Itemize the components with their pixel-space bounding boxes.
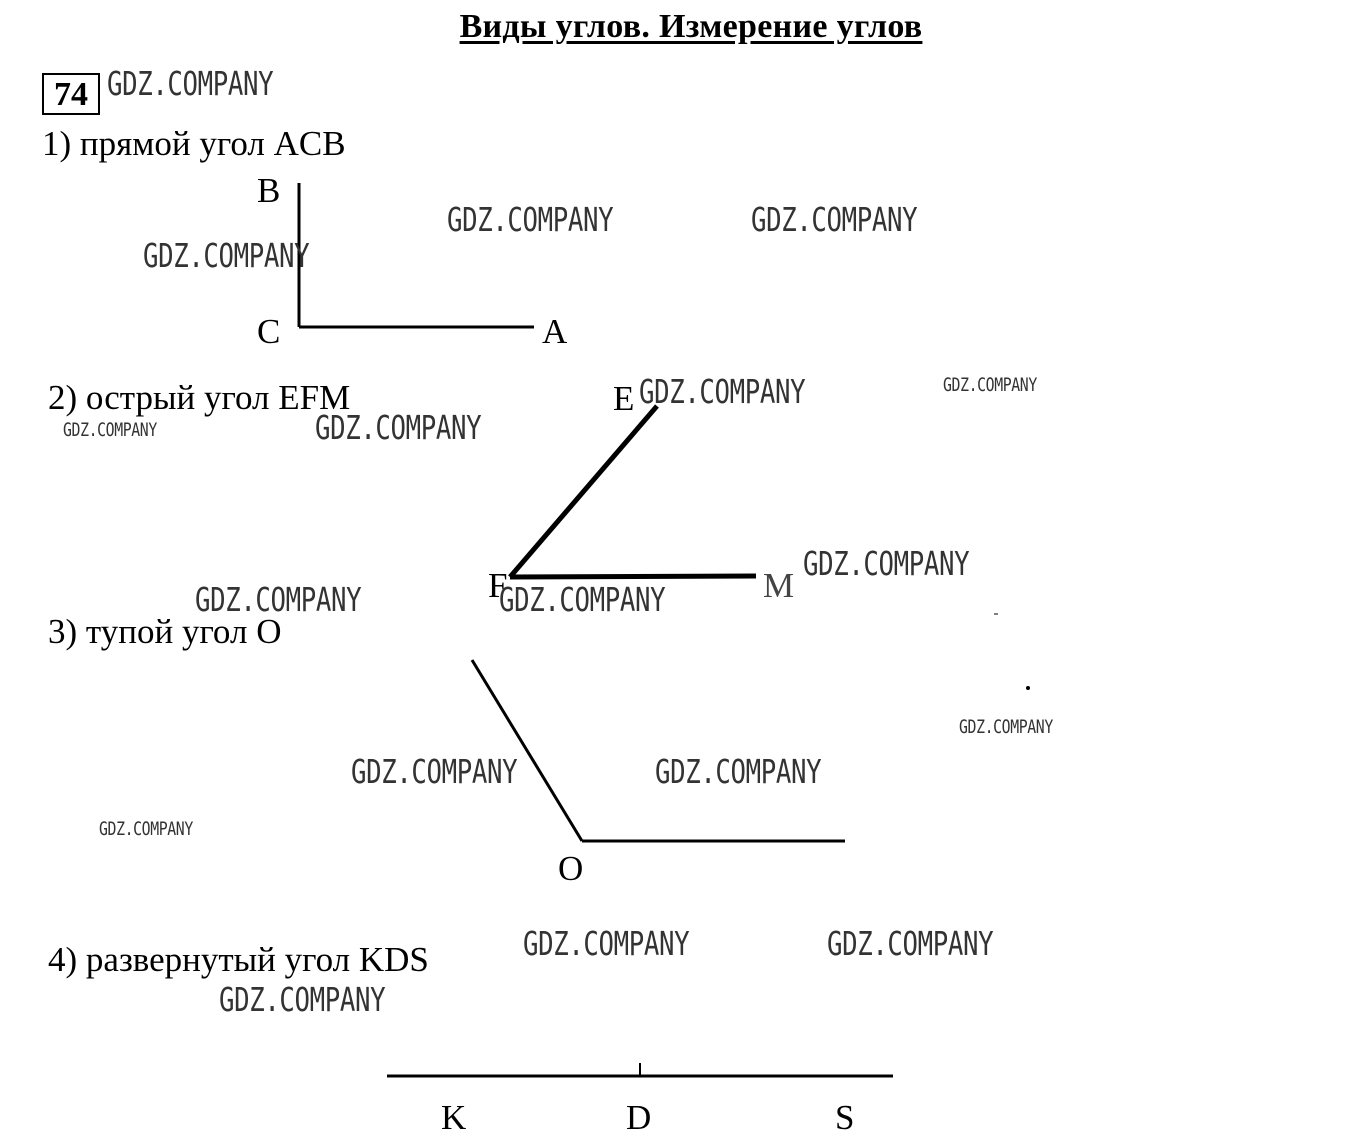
watermark: GDZ.COMPANY — [107, 64, 274, 103]
watermark: GDZ.COMPANY — [827, 924, 994, 963]
watermark: GDZ.COMPANY — [803, 544, 970, 583]
point-a-label: A — [542, 312, 568, 351]
ray-o-up — [472, 660, 582, 841]
watermark: GDZ.COMPANY — [639, 372, 806, 411]
page-title: Виды углов. Измерение углов — [459, 8, 923, 45]
watermark: GDZ.COMPANY — [523, 924, 690, 963]
watermark: GDZ.COMPANY — [99, 818, 193, 840]
point-d-label: D — [626, 1098, 652, 1137]
watermark: GDZ.COMPANY — [751, 200, 918, 239]
straight-angle-kds — [387, 1063, 893, 1076]
acute-angle-efm — [510, 406, 756, 577]
watermark: GDZ.COMPANY — [63, 419, 157, 441]
point-e-label: E — [613, 379, 635, 418]
point-m-label: M — [763, 566, 795, 605]
item-1-heading: 1) прямой угол ACB — [42, 124, 346, 163]
point-f-label: F — [488, 566, 508, 605]
point-k-label: K — [441, 1098, 467, 1137]
point-o-label: O — [558, 849, 584, 888]
ray-fm — [510, 576, 756, 577]
watermark: GDZ.COMPANY — [447, 200, 614, 239]
item-2-heading: 2) острый угол EFM — [48, 378, 351, 417]
point-c-label: C — [257, 312, 281, 351]
item-3-heading: 3) тупой угол O — [48, 612, 282, 651]
ray-fe — [510, 406, 657, 577]
stray-dot — [1026, 686, 1030, 690]
watermark: GDZ.COMPANY — [499, 580, 666, 619]
point-b-label: B — [257, 171, 281, 210]
item-4-heading: 4) развернутый угол KDS — [48, 940, 429, 979]
watermark: GDZ.COMPANY — [655, 752, 822, 791]
watermark: GDZ.COMPANY — [315, 408, 482, 447]
watermark: GDZ.COMPANY — [959, 716, 1053, 738]
watermark: GDZ.COMPANY — [219, 980, 386, 1019]
point-s-label: S — [835, 1098, 855, 1137]
watermark: GDZ.COMPANY — [351, 752, 518, 791]
watermark: GDZ.COMPANY — [943, 374, 1037, 396]
obtuse-angle-o — [472, 660, 845, 841]
watermark: GDZ.COMPANY — [143, 236, 310, 275]
watermark: GDZ.COMPANY — [195, 580, 362, 619]
task-number-box: 74 — [42, 73, 100, 115]
